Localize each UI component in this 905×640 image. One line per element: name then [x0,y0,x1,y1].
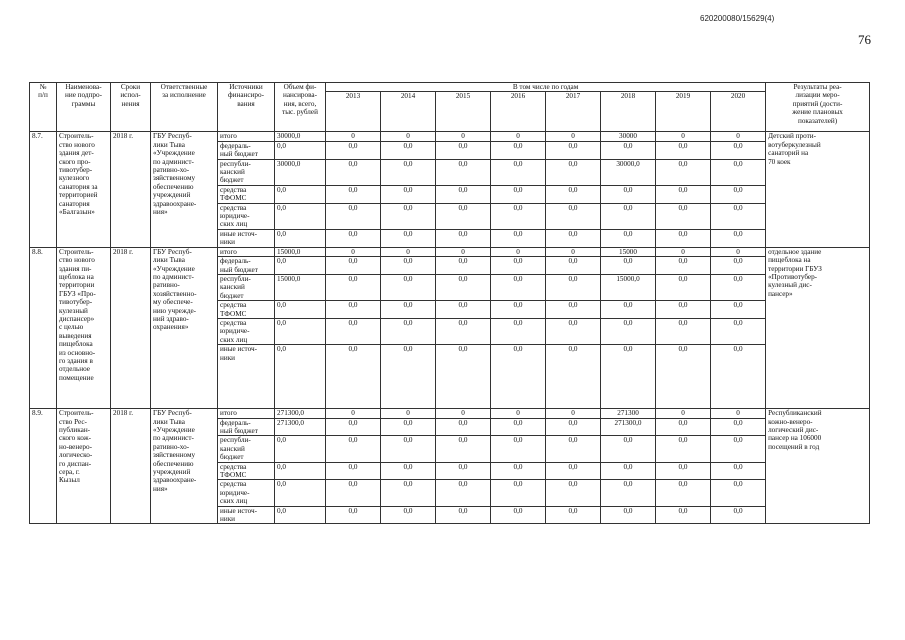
cell-total: 0,0 [275,506,326,524]
cell-year-value: 0 [436,132,491,141]
header-year: 2014 [381,92,436,132]
cell-year-value: 0,0 [711,229,766,247]
cell-year-value: 0,0 [326,506,381,524]
cell-result: Детский проти- вотуберкулезный санаторий на 70 коек [766,132,870,247]
cell-total: 0,0 [275,318,326,344]
cell-year-value: 0 [546,409,601,418]
cell-year-value: 0,0 [656,436,711,462]
cell-source: средства ТФОМС [218,462,275,480]
cell-year-value: 0,0 [436,462,491,480]
cell-year-value: 0,0 [491,257,546,275]
cell-year-value: 0,0 [491,436,546,462]
cell-year-value: 0 [491,132,546,141]
cell-year-value: 0,0 [326,462,381,480]
cell-year-value: 0,0 [491,203,546,229]
cell-year-value: 0,0 [711,274,766,300]
cell-total: 30000,0 [275,159,326,185]
cell-total: 0,0 [275,462,326,480]
header-year: 2018 [601,92,656,132]
cell-source: иные источ- ники [218,229,275,247]
cell-year-value: 30000 [601,132,656,141]
cell-num: 8.7. [30,132,57,247]
cell-total: 30000,0 [275,132,326,141]
cell-year-value: 0,0 [656,345,711,409]
cell-year-value: 0,0 [656,185,711,203]
cell-source: итого [218,132,275,141]
cell-source: республи- канский бюджет [218,159,275,185]
cell-year-value: 0,0 [381,229,436,247]
cell-result: отдельное здание пищеблока на территории ГБУЗ «Противотубер- кулезный дис- пансер» [766,247,870,408]
cell-year-value: 0 [711,132,766,141]
cell-name: Строитель- ство нового здания пи- щеблока на территории ГБУЗ «Про- тивотубер- кулезный диспансер» с целью выведения пищеблока из основно- го здания в отдельное помещение [57,247,111,408]
cell-year-value: 0,0 [656,418,711,436]
cell-year-value: 0,0 [491,506,546,524]
cell-year-value: 15000,0 [601,274,656,300]
cell-year-value: 0 [546,247,601,256]
header-name: Наименова- ние подпро- граммы [57,83,111,132]
cell-year-value: 0,0 [656,480,711,506]
cell-year-value: 0,0 [436,257,491,275]
cell-source: итого [218,247,275,256]
header-year: 2020 [711,92,766,132]
header-terms: Сроки испол- нения [111,83,151,132]
cell-year-value: 0,0 [711,480,766,506]
cell-year-value: 0,0 [436,506,491,524]
cell-year-value: 271300 [601,409,656,418]
cell-year-value: 0,0 [326,418,381,436]
cell-year-value: 0,0 [546,436,601,462]
financing-table [29,82,870,524]
cell-year-value: 0,0 [491,462,546,480]
cell-year-value: 0,0 [546,506,601,524]
cell-num: 8.8. [30,247,57,408]
cell-year-value: 0,0 [381,318,436,344]
cell-year-value: 0,0 [436,229,491,247]
cell-year-value: 0,0 [436,301,491,319]
cell-year-value: 0,0 [711,462,766,480]
cell-num: 8.9. [30,409,57,524]
cell-year-value: 0,0 [601,185,656,203]
cell-year-value: 0 [436,247,491,256]
cell-year-value: 0,0 [546,203,601,229]
header-year: 2013 [326,92,381,132]
cell-year-value: 0,0 [546,257,601,275]
cell-result: Республиканский кожно-венеро- логический дис- пансер на 106000 посещений в год [766,409,870,524]
cell-year-value: 0,0 [326,141,381,159]
cell-year-value: 0,0 [546,345,601,409]
cell-year-value: 0,0 [656,462,711,480]
cell-year-value: 0,0 [601,345,656,409]
cell-source: иные источ- ники [218,506,275,524]
cell-year-value: 0 [326,132,381,141]
cell-year-value: 0,0 [601,203,656,229]
cell-source: средства юридиче- ских лиц [218,480,275,506]
cell-year-value: 0,0 [326,257,381,275]
page-number: 76 [858,32,871,47]
cell-source: республи- канский бюджет [218,436,275,462]
header-results: Результаты реа- лизации меро- приятий (дости- жение плановых показателей) [766,83,870,132]
cell-source: средства юридиче- ских лиц [218,203,275,229]
cell-responsible: ГБУ Респуб- лики Тыва «Учреждение по админист- ративно- хозяйственно- му обеспече- нию учрежде- ний здраво- охранения» [151,247,218,408]
cell-year-value: 0,0 [436,159,491,185]
cell-year-value: 0,0 [711,185,766,203]
cell-year-value: 0,0 [546,480,601,506]
cell-year-value: 0,0 [326,203,381,229]
cell-year-value: 0,0 [326,159,381,185]
cell-term: 2018 г. [111,132,151,247]
cell-year-value: 0,0 [601,318,656,344]
header-num: № п/п [30,83,57,132]
cell-term: 2018 г. [111,409,151,524]
cell-year-value: 0,0 [711,506,766,524]
cell-year-value: 0 [381,132,436,141]
cell-total: 15000,0 [275,274,326,300]
cell-year-value: 0,0 [326,318,381,344]
table-row [30,247,870,256]
cell-responsible: ГБУ Респуб- лики Тыва «Учреждение по админист- ративно-хо- зяйственному обеспечению учреждений здравоохране- ния» [151,132,218,247]
header-responsible: Ответственные за исполнение [151,83,218,132]
table-row [30,409,870,418]
header-year: 2016 [491,92,546,132]
cell-total: 0,0 [275,203,326,229]
cell-year-value: 0,0 [326,345,381,409]
document-id: 620200080/15629(4) [700,14,775,23]
cell-year-value: 0,0 [381,418,436,436]
cell-year-value: 0,0 [436,203,491,229]
cell-year-value: 0,0 [601,436,656,462]
cell-year-value: 0,0 [381,185,436,203]
cell-year-value: 0,0 [381,436,436,462]
cell-year-value: 0,0 [601,257,656,275]
cell-total: 0,0 [275,185,326,203]
cell-year-value: 0,0 [491,274,546,300]
cell-year-value: 0,0 [546,462,601,480]
cell-year-value: 0,0 [381,462,436,480]
cell-year-value: 0,0 [711,141,766,159]
cell-year-value: 0,0 [436,185,491,203]
cell-year-value: 0,0 [711,318,766,344]
cell-name: Строитель- ство нового здания дет- ского про- тивотубер- кулезного санатория за территорией санатория «Балгазын» [57,132,111,247]
cell-year-value: 0,0 [546,274,601,300]
cell-year-value: 0,0 [711,301,766,319]
cell-year-value: 0,0 [711,345,766,409]
cell-year-value: 0,0 [381,345,436,409]
cell-total: 0,0 [275,480,326,506]
cell-year-value: 0,0 [491,185,546,203]
cell-year-value: 0,0 [601,301,656,319]
cell-year-value: 0,0 [546,418,601,436]
cell-year-value: 0,0 [656,141,711,159]
cell-year-value: 0,0 [656,318,711,344]
cell-year-value: 0,0 [491,159,546,185]
cell-year-value: 0,0 [491,318,546,344]
cell-year-value: 15000 [601,247,656,256]
cell-source: федераль- ный бюджет [218,257,275,275]
cell-year-value: 0,0 [711,418,766,436]
cell-year-value: 0,0 [491,229,546,247]
cell-responsible: ГБУ Респуб- лики Тыва «Учреждение по админист- ративно-хо- зяйственному обеспечению учреждений здравоохране- ния» [151,409,218,524]
cell-year-value: 0 [436,409,491,418]
cell-year-value: 0,0 [381,506,436,524]
cell-year-value: 0 [491,247,546,256]
cell-year-value: 0 [381,409,436,418]
cell-year-value: 0,0 [601,141,656,159]
cell-year-value: 0 [656,409,711,418]
cell-year-value: 0,0 [546,141,601,159]
cell-total: 0,0 [275,229,326,247]
cell-year-value: 0,0 [436,436,491,462]
header-year: 2017 [546,92,601,132]
cell-year-value: 0,0 [381,141,436,159]
cell-year-value: 0 [656,247,711,256]
cell-term: 2018 г. [111,247,151,408]
cell-year-value: 0,0 [491,418,546,436]
cell-year-value: 0,0 [436,274,491,300]
cell-year-value: 0,0 [656,274,711,300]
cell-year-value: 0,0 [381,274,436,300]
cell-year-value: 0,0 [711,436,766,462]
cell-year-value: 0 [326,409,381,418]
cell-year-value: 0,0 [711,203,766,229]
cell-year-value: 0,0 [656,229,711,247]
cell-source: иные источ- ники [218,345,275,409]
cell-year-value: 0 [711,409,766,418]
cell-total: 271300,0 [275,418,326,436]
cell-year-value: 0,0 [436,418,491,436]
cell-year-value: 0,0 [381,301,436,319]
header-volume: Объем фи- нансирова- ния, всего, тыс. рублей [275,83,326,132]
cell-year-value: 0 [656,132,711,141]
cell-total: 0,0 [275,301,326,319]
cell-year-value: 0,0 [436,480,491,506]
cell-year-value: 0,0 [546,159,601,185]
cell-year-value: 0,0 [546,318,601,344]
cell-year-value: 0 [326,247,381,256]
cell-year-value: 0,0 [601,506,656,524]
cell-year-value: 0,0 [436,318,491,344]
cell-year-value: 0,0 [546,229,601,247]
cell-total: 0,0 [275,436,326,462]
cell-total: 15000,0 [275,247,326,256]
header-sources: Источники финансиро- вания [218,83,275,132]
cell-year-value: 0,0 [326,185,381,203]
table-row [30,132,870,141]
cell-year-value: 0,0 [381,159,436,185]
cell-year-value: 0,0 [436,141,491,159]
cell-total: 0,0 [275,141,326,159]
cell-year-value: 271300,0 [601,418,656,436]
cell-year-value: 0,0 [326,436,381,462]
cell-source: федераль- ный бюджет [218,141,275,159]
cell-year-value: 0,0 [491,345,546,409]
cell-year-value: 0 [381,247,436,256]
cell-total: 0,0 [275,345,326,409]
header-year: 2019 [656,92,711,132]
cell-total: 0,0 [275,257,326,275]
cell-year-value: 0,0 [601,480,656,506]
header-year: 2015 [436,92,491,132]
cell-year-value: 0,0 [711,159,766,185]
cell-total: 271300,0 [275,409,326,418]
cell-year-value: 0,0 [381,257,436,275]
cell-year-value: 0,0 [711,257,766,275]
cell-source: республи- канский бюджет [218,274,275,300]
cell-year-value: 30000,0 [601,159,656,185]
cell-year-value: 0,0 [381,480,436,506]
cell-year-value: 0,0 [326,480,381,506]
cell-year-value: 0,0 [601,462,656,480]
cell-year-value: 0,0 [546,301,601,319]
cell-year-value: 0,0 [656,301,711,319]
cell-source: итого [218,409,275,418]
cell-year-value: 0,0 [326,229,381,247]
cell-year-value: 0,0 [656,203,711,229]
cell-year-value: 0,0 [601,229,656,247]
cell-source: федераль- ный бюджет [218,418,275,436]
cell-year-value: 0,0 [491,301,546,319]
cell-source: средства юридиче- ских лиц [218,318,275,344]
cell-year-value: 0,0 [656,506,711,524]
cell-year-value: 0 [491,409,546,418]
cell-source: средства ТФОМС [218,301,275,319]
cell-year-value: 0,0 [326,274,381,300]
cell-source: средства ТФОМС [218,185,275,203]
cell-year-value: 0,0 [546,185,601,203]
cell-year-value: 0,0 [491,480,546,506]
cell-year-value: 0,0 [436,345,491,409]
header-by-years: В том числе по годам [326,83,766,92]
cell-year-value: 0 [711,247,766,256]
cell-year-value: 0 [546,132,601,141]
cell-year-value: 0,0 [381,203,436,229]
cell-year-value: 0,0 [656,159,711,185]
cell-name: Строитель- ство Рес- публикан- ского кож- но-венеро- логическо- го диспан- сера, г. Кызыл [57,409,111,524]
cell-year-value: 0,0 [326,301,381,319]
cell-year-value: 0,0 [491,141,546,159]
cell-year-value: 0,0 [656,257,711,275]
